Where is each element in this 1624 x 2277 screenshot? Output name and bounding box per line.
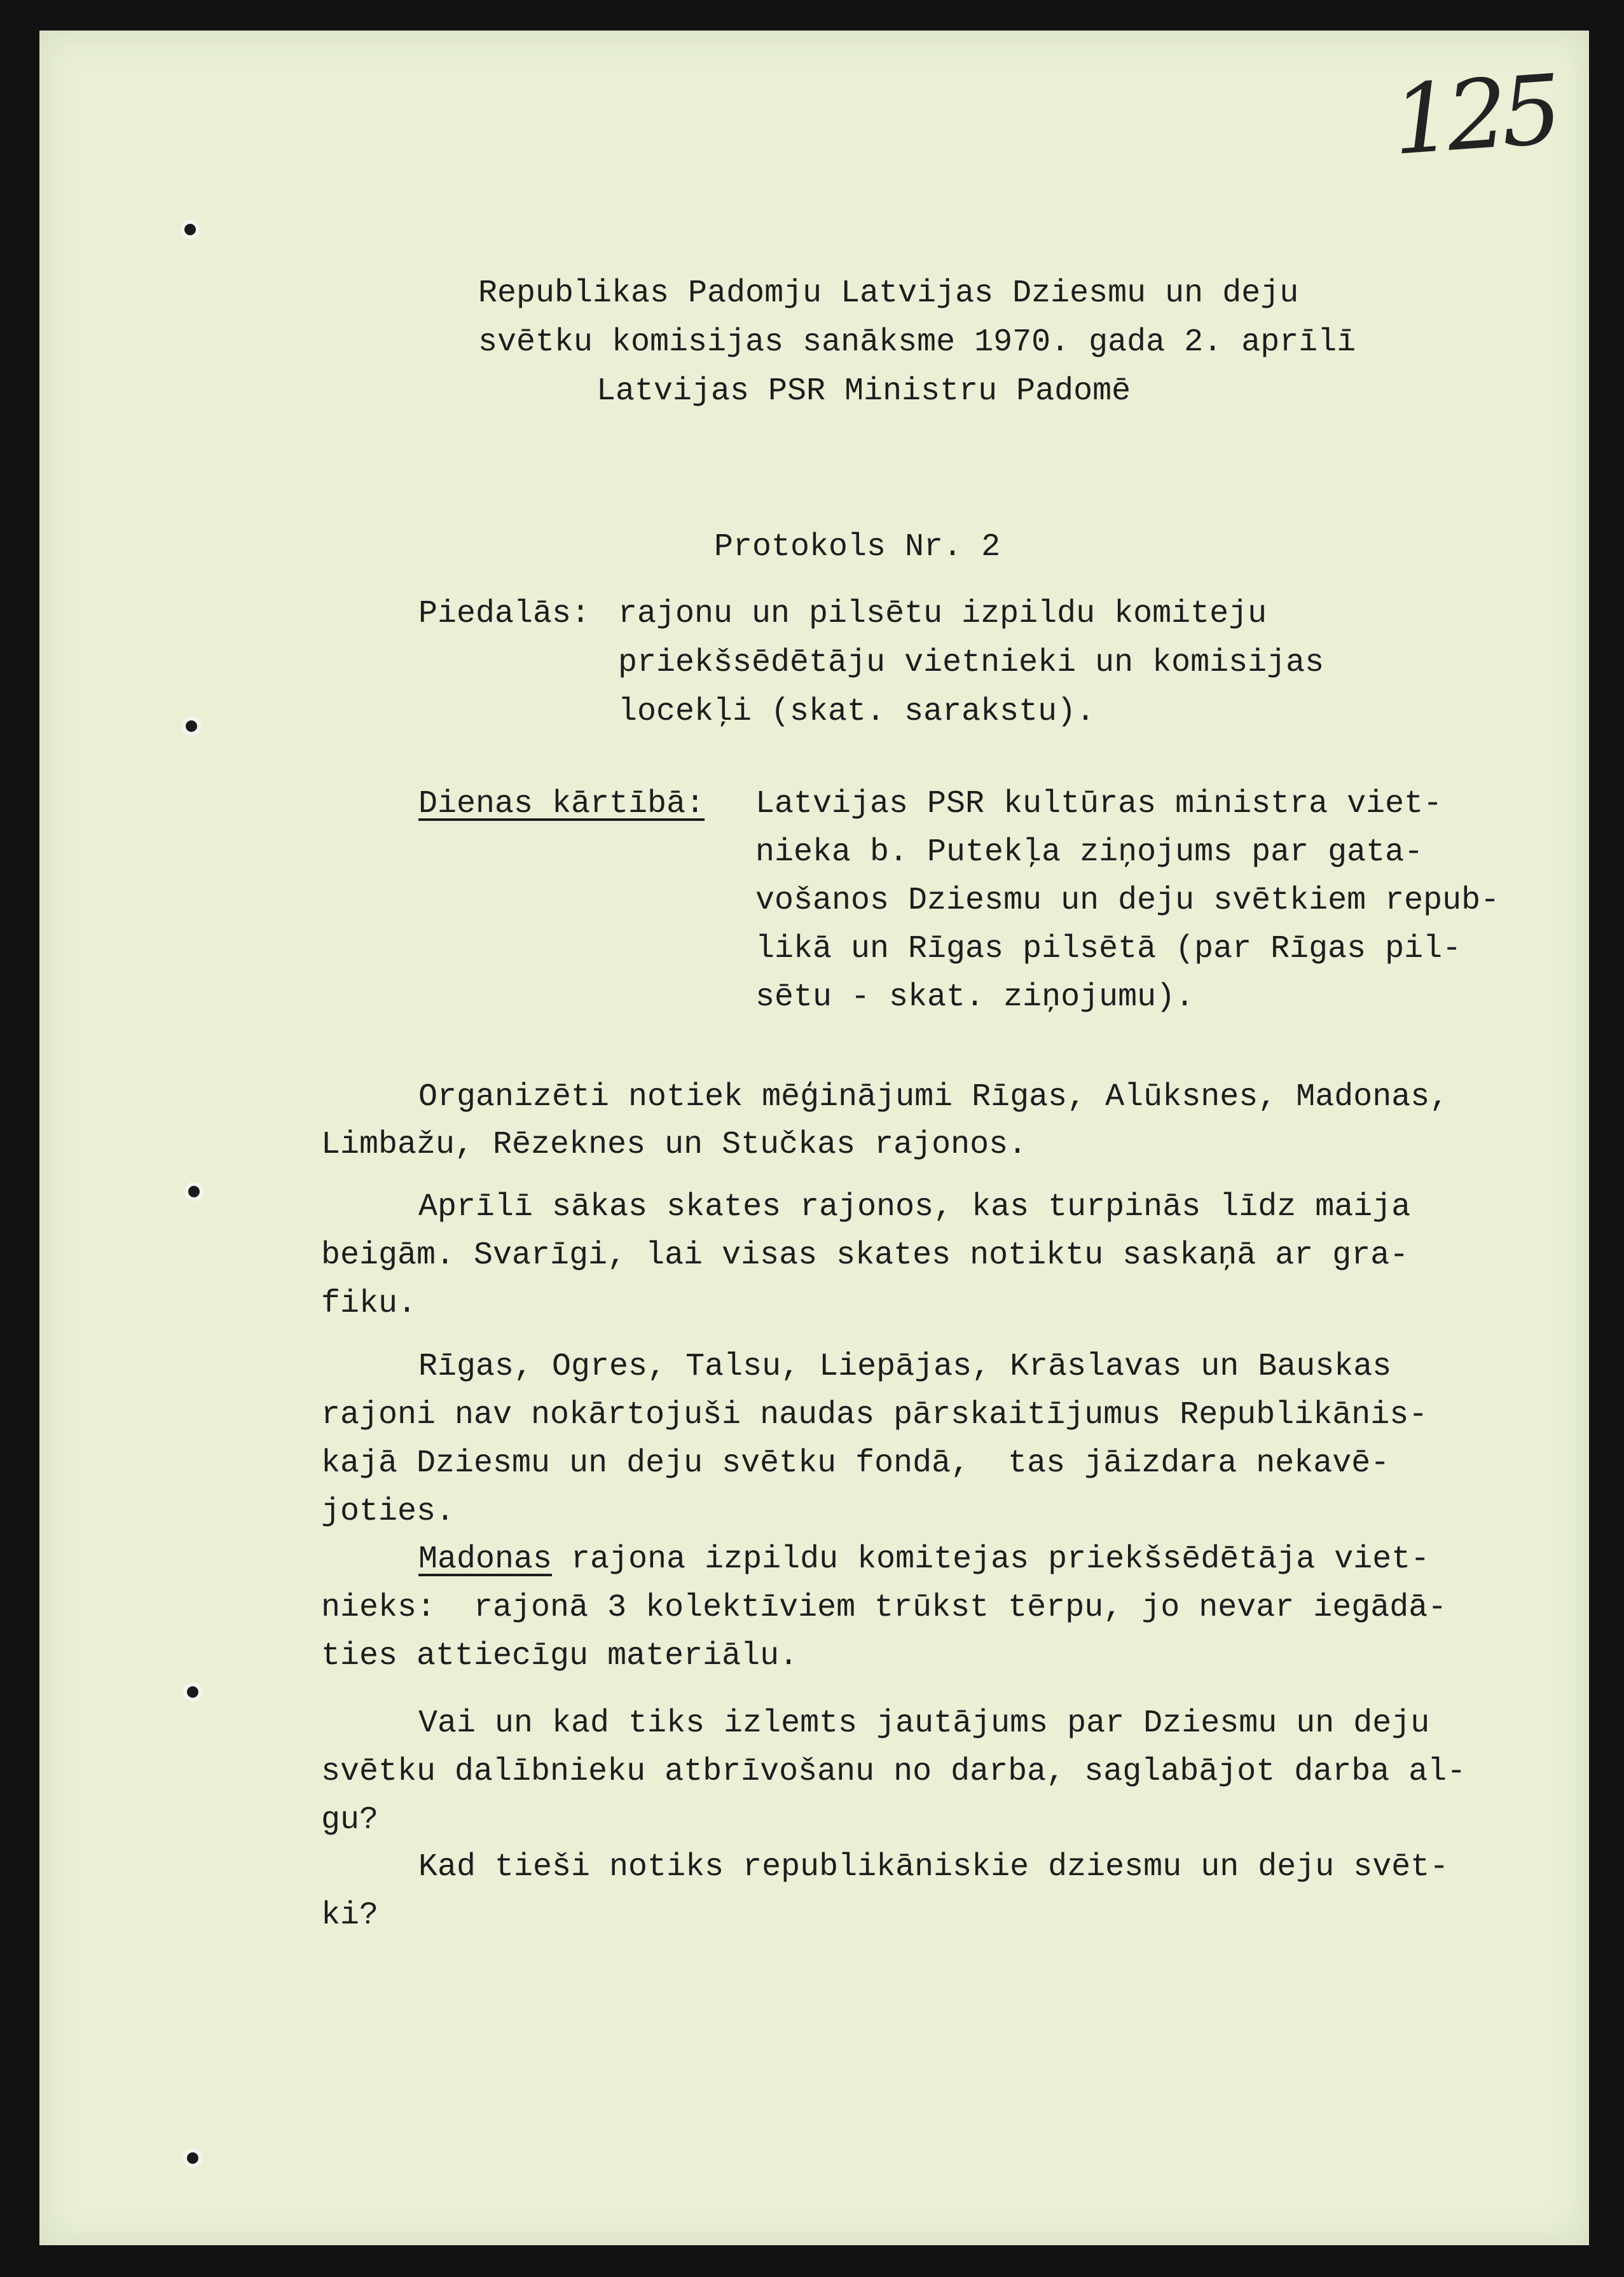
body-line: beigām. Svarīgi, lai visas skates notiktu saskaņā ar gra- bbox=[321, 1237, 1409, 1274]
handwritten-page-number: 125 bbox=[1389, 55, 1560, 177]
attendees-label: Piedalās: bbox=[418, 596, 591, 632]
agenda-line: sētu - skat. ziņojumu). bbox=[755, 979, 1195, 1015]
body-line: Aprīlī sākas skates rajonos, kas turpinās līdz maija bbox=[418, 1189, 1411, 1225]
punch-hole bbox=[187, 2152, 198, 2164]
punch-hole bbox=[186, 720, 197, 732]
attendees-line: locekļi (skat. sarakstu). bbox=[618, 694, 1096, 730]
body-line: Limbažu, Rēzeknes un Stučkas rajonos. bbox=[321, 1127, 1028, 1163]
agenda-label: Dienas kārtībā: bbox=[418, 786, 705, 822]
punch-hole bbox=[184, 224, 196, 235]
body-line: kajā Dziesmu un deju svētku fondā, tas jāizdara nekavē- bbox=[321, 1445, 1390, 1482]
attendees-line: rajonu un pilsētu izpildu komiteju bbox=[618, 596, 1267, 632]
body-line-rest: rajona izpildu komitejas priekšsēdētāja viet- bbox=[552, 1541, 1430, 1578]
body-line: nieks: rajonā 3 kolektīviem trūkst tērpu, jo nevar iegādā- bbox=[321, 1590, 1447, 1626]
body-line: svētku dalībnieku atbrīvošanu no darba, saglabājot darba al- bbox=[321, 1754, 1466, 1790]
underlined-district: Madonas bbox=[418, 1541, 553, 1578]
heading-line: Latvijas PSR Ministru Padomē bbox=[596, 373, 1131, 409]
body-line: ties attiecīgu materiālu. bbox=[321, 1638, 799, 1674]
body-line bbox=[418, 1541, 1430, 1578]
body-line: rajoni nav nokārtojuši naudas pārskaitījumus Republikānis- bbox=[321, 1397, 1428, 1433]
agenda-line: vošanos Dziesmu un deju svētkiem repub- bbox=[755, 883, 1500, 919]
body-line: gu? bbox=[321, 1802, 379, 1838]
punch-hole bbox=[188, 1186, 200, 1197]
body-line: fiku. bbox=[321, 1286, 417, 1322]
agenda-line: Latvijas PSR kultūras ministra viet- bbox=[755, 786, 1443, 822]
heading-line: svētku komisijas sanāksme 1970. gada 2. aprīlī bbox=[478, 324, 1356, 361]
punch-hole bbox=[187, 1686, 198, 1698]
body-line: ki? bbox=[321, 1897, 379, 1934]
agenda-line: nieka b. Putekļa ziņojums par gata- bbox=[755, 834, 1424, 870]
body-line: Rīgas, Ogres, Talsu, Liepājas, Krāslavas un Bauskas bbox=[418, 1349, 1392, 1385]
attendees-line: priekšsēdētāju vietnieki un komisijas bbox=[618, 645, 1325, 681]
protocol-title: Protokols Nr. 2 bbox=[714, 529, 1001, 565]
heading-line: Republikas Padomju Latvijas Dziesmu un deju bbox=[478, 275, 1299, 312]
body-line: Vai un kad tiks izlemts jautājums par Dziesmu un deju bbox=[418, 1705, 1430, 1742]
body-line: Kad tieši notiks republikāniskie dziesmu un deju svēt- bbox=[418, 1849, 1449, 1885]
agenda-line: likā un Rīgas pilsētā (par Rīgas pil- bbox=[755, 931, 1462, 967]
body-line: joties. bbox=[321, 1494, 455, 1530]
body-line: Organizēti notiek mēģinājumi Rīgas, Alūksnes, Madonas, bbox=[418, 1079, 1449, 1115]
